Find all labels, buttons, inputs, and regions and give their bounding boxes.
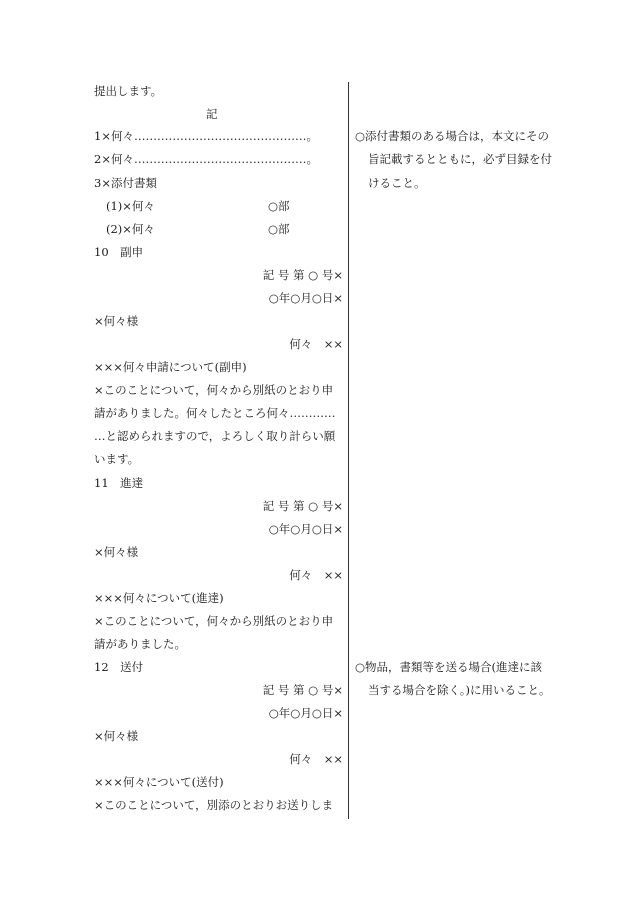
sender: 何々 ×× xyxy=(289,337,343,351)
body-line: 提出します。 xyxy=(94,84,163,98)
ki-heading: 記 xyxy=(206,107,218,121)
note-line: 旨記載するとともに，必ず目録を付 xyxy=(368,152,552,166)
addressee: ×何々様 xyxy=(94,545,139,559)
subject-line: ×××何々について(進達) xyxy=(94,591,224,605)
sender: 何々 ×× xyxy=(289,568,343,582)
body-line: …と認められますので，よろしく取り計らい願 xyxy=(94,429,336,443)
section-heading: 10 副申 xyxy=(94,245,144,259)
addressee: ×何々様 xyxy=(94,729,139,743)
list-item: (1)×何々 xyxy=(106,199,155,213)
note-line: ○物品，書類等を送る場合(進達に該 xyxy=(355,660,543,674)
body-line: 3×添付書類 xyxy=(94,176,157,190)
section-heading: 12 送付 xyxy=(94,660,144,674)
body-line: ×このことについて，何々から別紙のとおり申 xyxy=(94,614,334,628)
body-line: 1×何々………………………………………。 xyxy=(94,129,318,143)
document-number: 記 号 第 ○ 号× xyxy=(262,268,343,282)
body-line: ×このことについて，別添のとおりお送りしま xyxy=(94,798,334,812)
document-number: 記 号 第 ○ 号× xyxy=(262,683,343,697)
list-item-count: ○部 xyxy=(268,199,290,213)
body-line: 請がありました。 xyxy=(94,637,186,651)
column-divider xyxy=(348,82,349,819)
note-line: けること。 xyxy=(368,176,426,190)
body-line: 請がありました。何々したところ何々………… xyxy=(94,406,336,420)
note-line: ○添付書類のある場合は，本文にその xyxy=(355,129,550,143)
note-line: 当する場合を除く。)に用いること。 xyxy=(368,683,551,697)
document-number: 記 号 第 ○ 号× xyxy=(262,499,343,513)
document-date: ○年○月○日× xyxy=(268,706,343,720)
addressee: ×何々様 xyxy=(94,314,139,328)
body-line: います。 xyxy=(94,452,140,466)
subject-line: ×××何々申請について(副申) xyxy=(94,360,247,374)
section-heading: 11 進達 xyxy=(94,476,144,490)
list-item: (2)×何々 xyxy=(106,222,155,236)
body-line: 2×何々………………………………………。 xyxy=(94,152,318,166)
subject-line: ×××何々について(送付) xyxy=(94,775,224,789)
document-date: ○年○月○日× xyxy=(268,291,343,305)
sender: 何々 ×× xyxy=(289,752,343,766)
document-date: ○年○月○日× xyxy=(268,522,343,536)
list-item-count: ○部 xyxy=(268,222,290,236)
body-line: ×このことについて，何々から別紙のとおり申 xyxy=(94,383,334,397)
